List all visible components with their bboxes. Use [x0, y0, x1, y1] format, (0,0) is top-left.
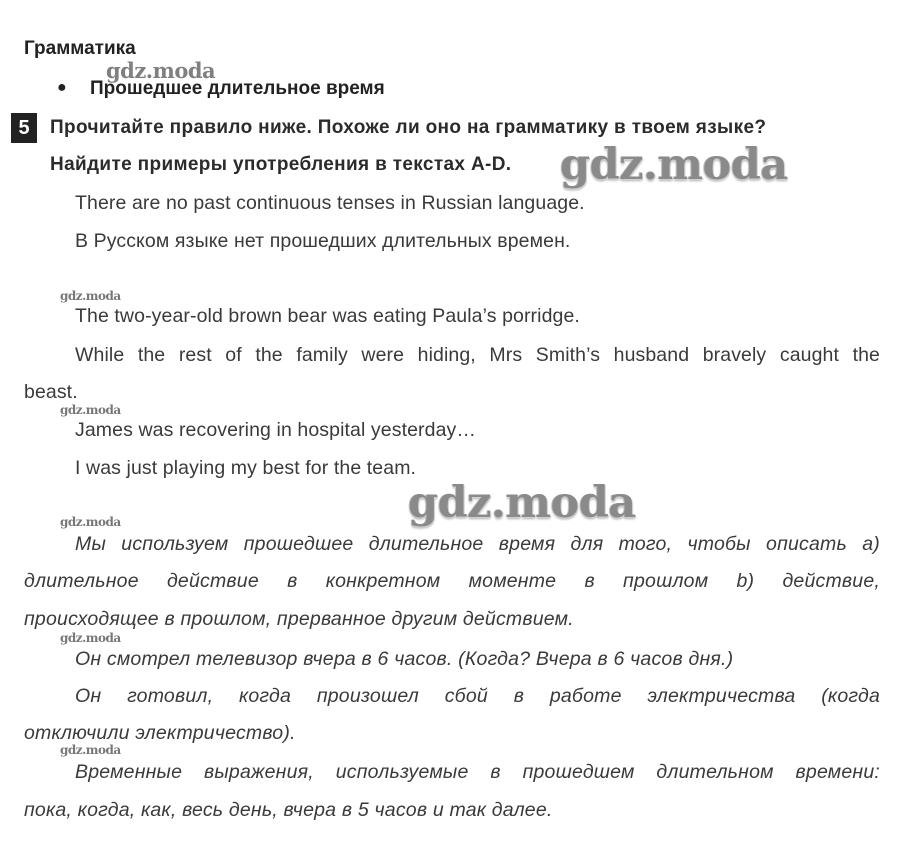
paragraph-4-line2: beast. — [24, 381, 78, 403]
paragraph-7-line2: длительное действие в конкретном моменте в прошлом b) действие, — [24, 570, 880, 592]
paragraph-4-line1: While the rest of the family were hiding, Mrs Smith’s husband bravely caught the — [75, 344, 880, 366]
bullet-icon: ● — [57, 79, 67, 96]
watermark-small-3: gdz.moda — [60, 515, 121, 529]
watermark-small-1: gdz.moda — [60, 289, 121, 303]
watermark-top: gdz.moda — [106, 58, 216, 83]
paragraph-2: В Русском языке нет прошедших длительных времен. — [75, 230, 571, 252]
paragraph-10-line1: Временные выражения, используемые в прошедшем длительном времени: — [75, 761, 880, 783]
paragraph-7-line1: Мы используем прошедшее длительное время для того, чтобы описать a) — [75, 533, 880, 555]
paragraph-5: James was recovering in hospital yesterday… — [75, 419, 476, 441]
watermark-large-1: gdz.moda — [560, 140, 788, 190]
paragraph-1: There are no past continuous tenses in Russian language. — [75, 192, 585, 214]
task-instruction-line1: Прочитайте правило ниже. Похоже ли оно на грамматику в твоем языке? — [50, 117, 767, 138]
paragraph-9-line2: отключили электричество). — [24, 722, 296, 744]
paragraph-7-line3: происходящее в прошлом, прерванное другим действием. — [24, 608, 574, 630]
paragraph-10-line2: пока, когда, как, весь день, вчера в 5 часов и так далее. — [24, 799, 553, 821]
paragraph-8: Он смотрел телевизор вчера в 6 часов. (Когда? Вчера в 6 часов дня.) — [75, 648, 734, 670]
paragraph-9-line1: Он готовил, когда произошел сбой в работе электричества (когда — [75, 685, 880, 707]
bullet-topic: Прошедшее длительное время — [90, 78, 385, 99]
watermark-large-2: gdz.moda — [408, 478, 636, 528]
watermark-small-2: gdz.moda — [60, 403, 121, 417]
task-instruction-line2: Найдите примеры употребления в текстах A-D. — [50, 154, 512, 175]
paragraph-3: The two-year-old brown bear was eating Paula’s porridge. — [75, 305, 580, 327]
paragraph-6: I was just playing my best for the team. — [75, 457, 417, 479]
watermark-small-5: gdz.moda — [60, 743, 121, 757]
task-number-badge: 5 — [11, 113, 37, 143]
watermark-small-4: gdz.moda — [60, 631, 121, 645]
section-heading: Грамматика — [24, 38, 136, 59]
